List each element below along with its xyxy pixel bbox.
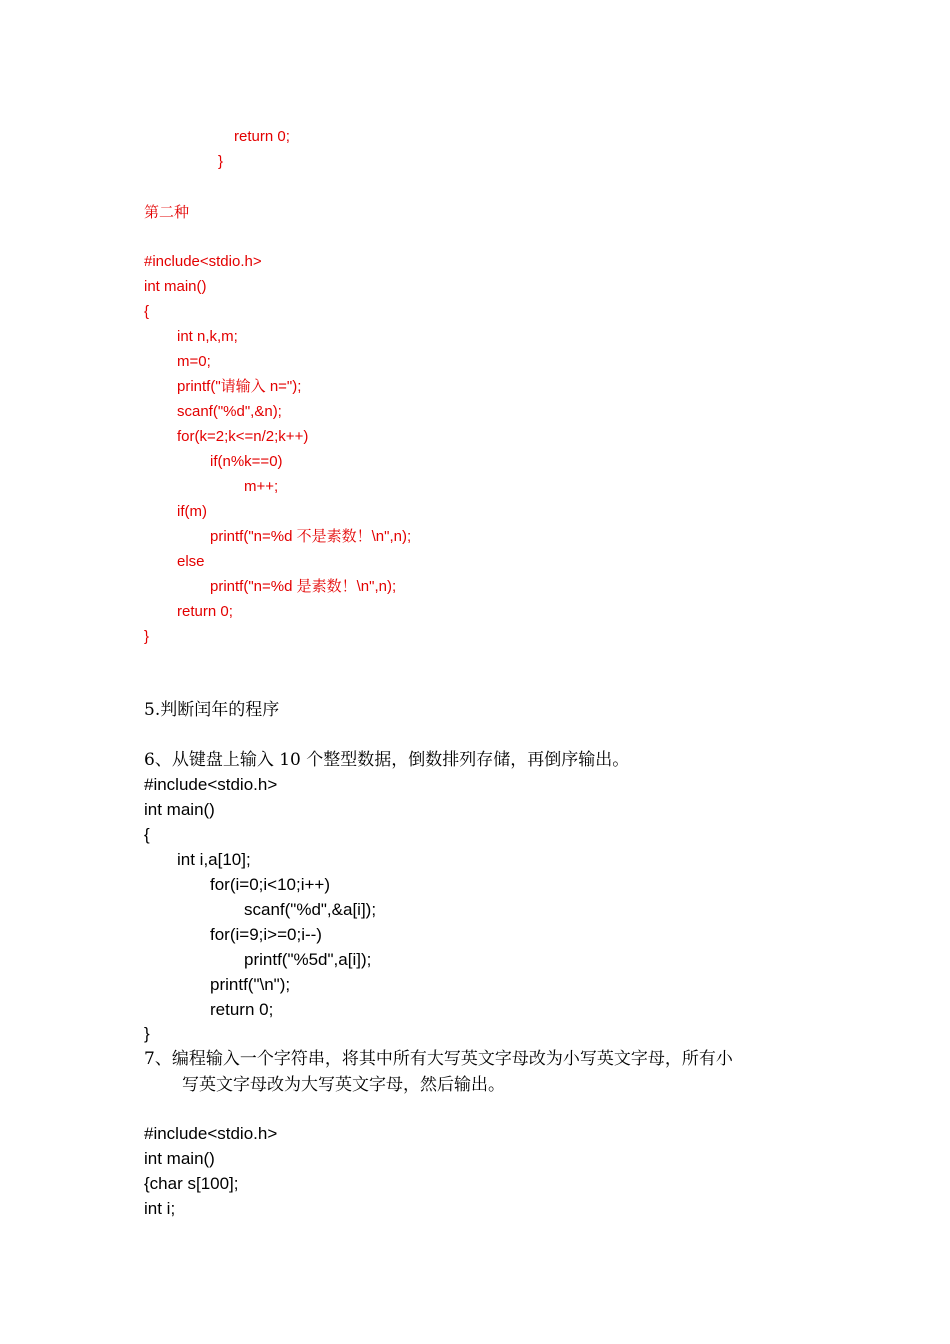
code-line: else: [177, 553, 205, 570]
code-line: int main(): [144, 278, 207, 295]
code-line: for(i=0;i<10;i++): [210, 875, 331, 894]
code-line: scanf("%d",&a[i]);: [244, 900, 377, 919]
code-line: int main(): [144, 1149, 215, 1168]
code-line: return 0;: [177, 603, 233, 620]
section-heading: 5.判断闰年的程序: [144, 700, 280, 720]
code-line: #include<stdio.h>: [144, 253, 262, 270]
code-line: return 0;: [234, 128, 290, 145]
code-line: }: [218, 153, 224, 170]
code-line: return 0;: [210, 1000, 274, 1019]
code-line: #include<stdio.h>: [144, 775, 278, 794]
method-title: 第二种: [144, 203, 190, 221]
code-line: printf("\n");: [210, 975, 291, 994]
code-line: }: [144, 628, 150, 645]
code-line: if(m): [177, 503, 207, 520]
code-line: {: [144, 825, 150, 844]
code-line: int i,a[10];: [177, 850, 251, 869]
code-line: }: [144, 1024, 150, 1043]
code-line: if(n%k==0): [210, 453, 283, 470]
code-line: {char s[100];: [144, 1174, 239, 1193]
code-line: {: [144, 303, 150, 320]
code-line: printf("n=%d 不是素数！\n",n);: [210, 528, 412, 545]
code-line: m=0;: [177, 353, 211, 370]
code-line: printf("请输入 n=");: [177, 378, 302, 395]
section-heading: 6、从键盘上输入 10 个整型数据，倒数排列存储，再倒序输出。: [144, 750, 630, 770]
code-line: #include<stdio.h>: [144, 1124, 278, 1143]
code-line: m++;: [244, 478, 279, 495]
code-line: int n,k,m;: [177, 328, 238, 345]
section-heading: 7、编程输入一个字符串，将其中所有大写英文字母改为小写英文字母，所有小: [144, 1049, 733, 1069]
code-line: int i;: [144, 1199, 176, 1218]
code-line: printf("%5d",a[i]);: [244, 950, 372, 969]
code-line: scanf("%d",&n);: [177, 403, 282, 420]
code-line: int main(): [144, 800, 215, 819]
code-line: for(i=9;i>=0;i--): [210, 925, 322, 944]
code-line: printf("n=%d 是素数！\n",n);: [210, 578, 397, 595]
code-line: for(k=2;k<=n/2;k++): [177, 428, 309, 445]
section-heading-continued: 写英文字母改为大写英文字母，然后输出。: [182, 1075, 505, 1095]
